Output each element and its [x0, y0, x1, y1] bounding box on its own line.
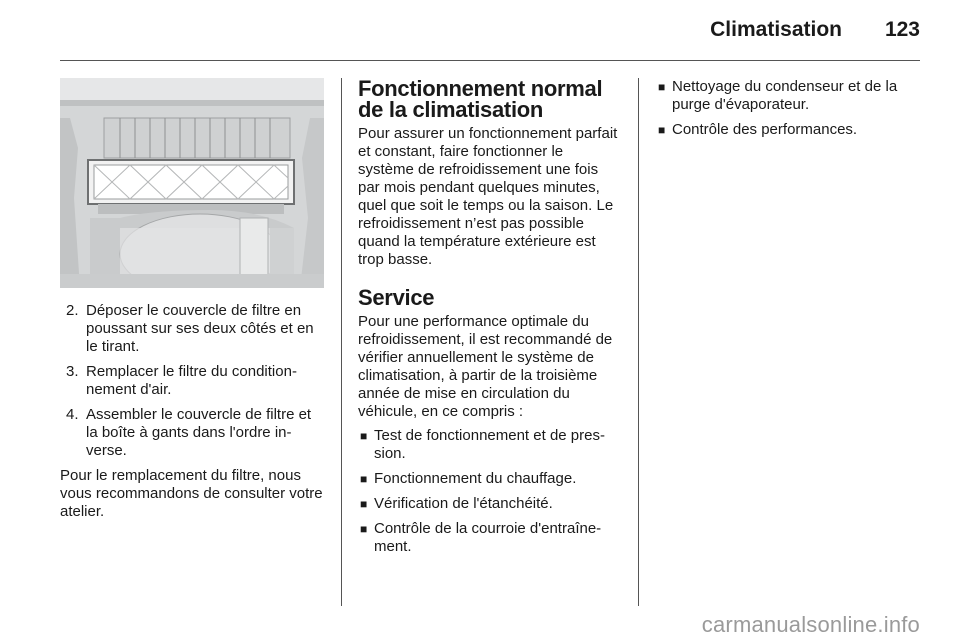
- bullet-square-icon: ■: [658, 80, 666, 94]
- list-item: ■ Contrôle des performances.: [658, 121, 858, 138]
- column-divider-left: [341, 78, 342, 606]
- page-number: 123: [884, 18, 920, 41]
- list-item: ■ Vérification de l'étanchéité.: [360, 495, 553, 512]
- bullet-square-icon: ■: [360, 429, 368, 443]
- bullet-square-icon: ■: [360, 472, 368, 486]
- filter-housing-drawing: [60, 78, 324, 288]
- header-divider: [60, 60, 920, 61]
- section-title-normal-operation: Fonctionnement normal de la climatisation: [358, 76, 603, 122]
- procedure-step: [60, 363, 324, 399]
- step-number: 2.: [66, 302, 79, 319]
- step-text: Déposer le couvercle de filtre en poussant sur ses deux côtés et en le tirant.: [86, 302, 314, 355]
- watermark-text: carmanualsonline.info: [701, 612, 920, 637]
- cabin-air-filter-illustration: [60, 78, 324, 288]
- middle-column: [358, 78, 623, 563]
- column-divider-right: [638, 78, 639, 606]
- service-checklist-continued: [656, 78, 918, 139]
- page-header-title: Climatisation: [710, 18, 842, 41]
- list-item: ■ Nettoyage du condenseur et de la purge d'évaporateur.: [658, 78, 898, 113]
- section-title-service: Service: [358, 285, 435, 310]
- service-checklist: [358, 427, 623, 556]
- normal-operation-text: Pour assurer un fonctionnement parfait et constant, faire fonctionner le système de refroidissement une fois par mois pendant quelques minutes, quel que soit le temps ou la saison. Le refroidissement n’est pas possible quand la température extérieure est trop basse.: [358, 125, 618, 268]
- bullet-square-icon: ■: [658, 123, 666, 137]
- right-column: [656, 78, 918, 146]
- step-number: 4.: [66, 406, 79, 423]
- filter-replacement-note: Pour le remplacement du filtre, nous vous recommandons de consulter votre atelier.: [60, 467, 323, 520]
- left-column: [60, 78, 324, 521]
- procedure-step: [60, 406, 324, 460]
- bullet-square-icon: ■: [360, 497, 368, 511]
- step-text: Assembler le couvercle de filtre et la boîte à gants dans l'ordre inverse.: [86, 406, 312, 459]
- procedure-step: [60, 302, 324, 356]
- list-item: ■ Test de fonctionnement et de pression.: [360, 427, 605, 462]
- procedure-steps: [60, 302, 324, 460]
- list-item: ■ Fonctionnement du chauffage.: [360, 470, 577, 487]
- list-item: ■ Contrôle de la courroie d'entraînement.: [360, 520, 602, 555]
- bullet-square-icon: ■: [360, 522, 368, 536]
- service-text: Pour une performance optimale du refroidissement, il est recommandé de vérifier annuellement le système de climatisation, à partir de la troisième année de mise en circulation du véhicule, en ce compris :: [358, 313, 613, 420]
- step-text: Remplacer le filtre du conditionnement d'air.: [86, 363, 297, 398]
- step-number: 3.: [66, 363, 79, 380]
